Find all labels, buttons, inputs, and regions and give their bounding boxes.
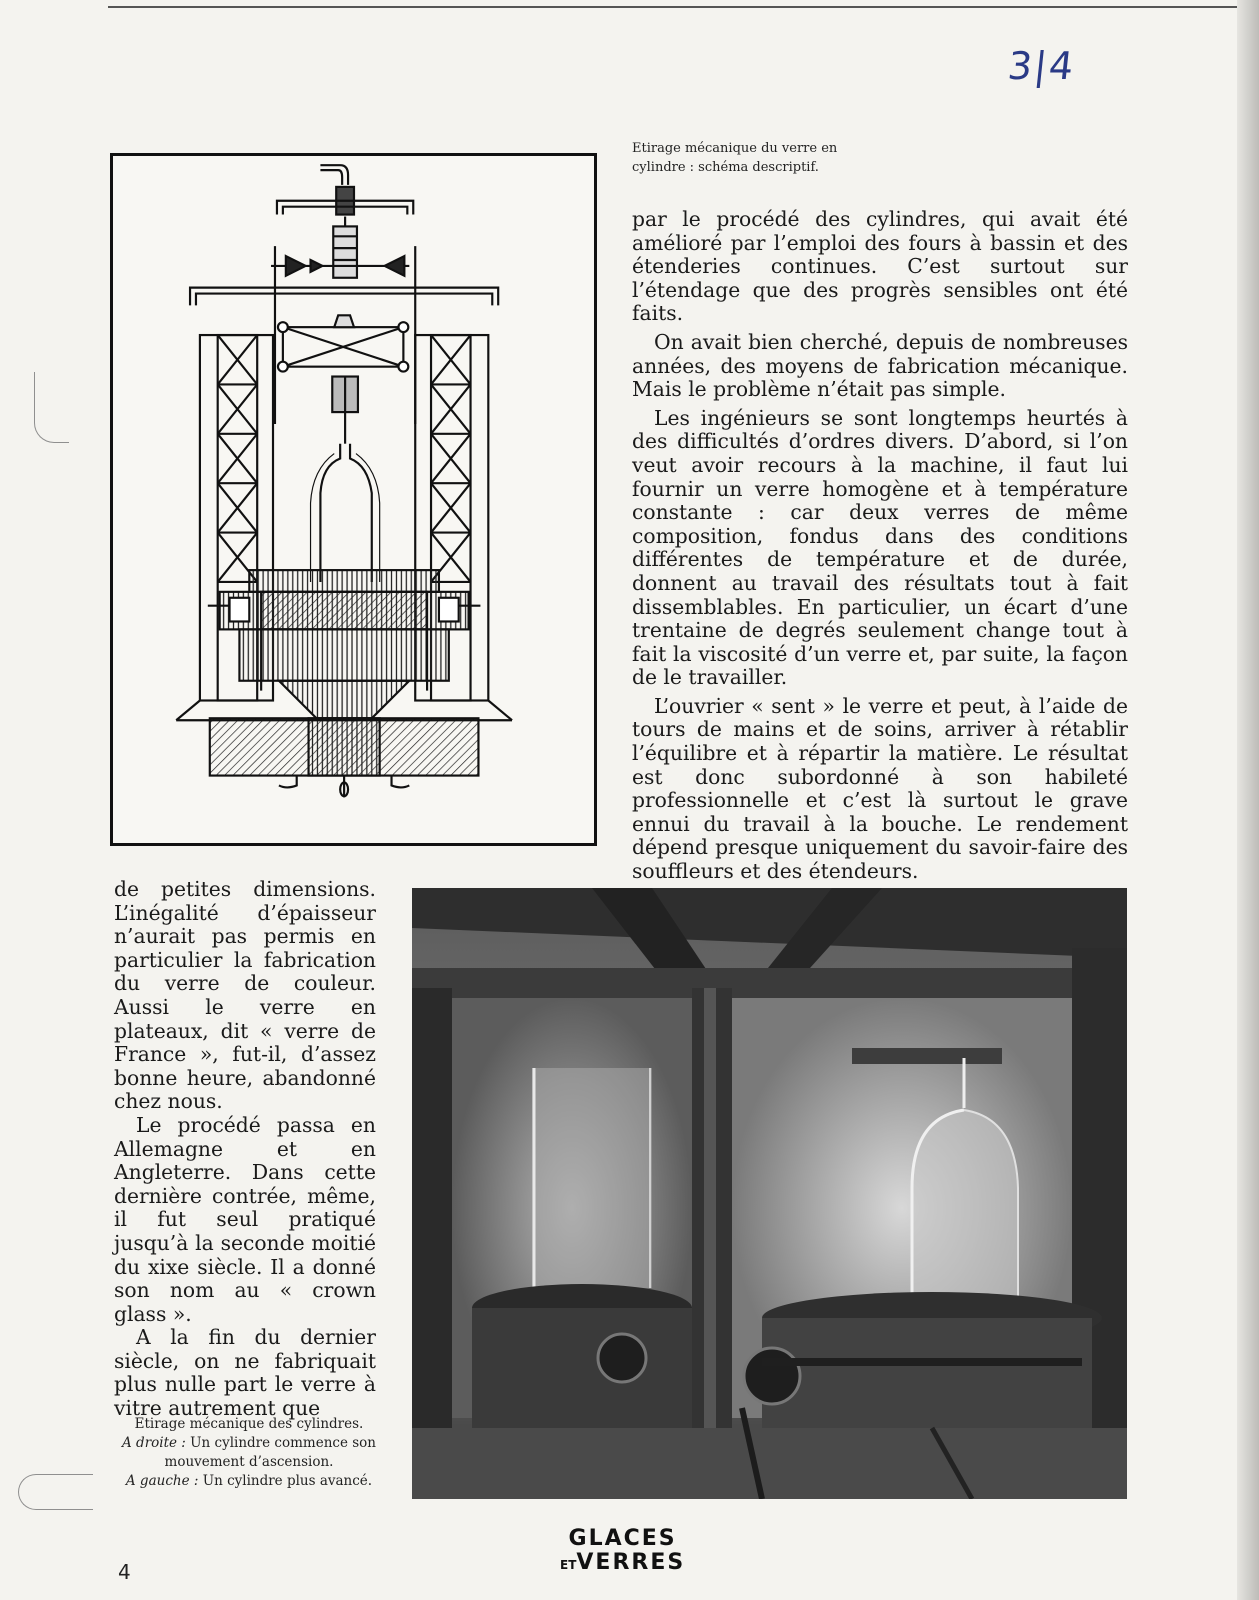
caption-text: Un cylindre plus avancé. [202,1473,373,1489]
caption-left-note [118,1472,380,1491]
margin-pencil-mark [18,1474,93,1510]
logo-et: ET [560,1558,577,1572]
cylinder-drawing-diagram [110,153,597,846]
caption-title: Etirage mécanique des cylindres. [134,1416,364,1432]
left-text-column [114,878,376,1421]
photo-svg [412,888,1127,1499]
paragraph: de petites dimensions. L’inégalité d’épaisseur n’aurait pas permis en particulier la fabrication du verre de couleur. Aussi le verre en plateaux, dit « verre de France », fut-il, d’assez bonne heure, abandonné chez nous. [114,877,376,1114]
paragraph: L’ouvrier « sent » le verre et peut, à l’aide de tours de mains et de soins, arriver à rétablir l’équilibre et à répartir la matière. Le résultat est donc subordonné à son habileté professionnelle et c’est là surtout le grave ennui du travail à la bouche. Le rendement dépend presque uniquement du savoir-faire des souffleurs et des étendeurs. [632,693,1128,884]
caption-label: A droite : [122,1435,186,1451]
caption-text: Un cylindre commence son mouvement d’ascension. [164,1435,376,1470]
caption-right-note [118,1434,380,1472]
page-number: 4 [118,1560,131,1584]
diagram-svg [113,156,594,843]
right-text-column [632,208,1128,889]
paragraph: A la fin du dernier siècle, on ne fabriquait plus nulle part le verre à vitre autrement que [114,1325,376,1421]
paragraph: par le procédé des cylindres, qui avait été amélioré par l’emploi des fours à bassin et des étenderies continues. C’est surtout sur l’étendage que des progrès sensibles ont été faits. [632,207,1128,326]
handwritten-page-note: 3|4 [1005,44,1078,88]
margin-pencil-mark [34,372,69,443]
page-top-edge [108,6,1238,8]
logo-line [560,1551,685,1577]
photo-caption [118,1415,380,1491]
caption-label: A gauche : [125,1473,199,1489]
cylinder-drawing-photo [412,888,1127,1499]
logo-line: GLACES [568,1526,677,1551]
logo-line-text: VERRES [576,1550,686,1575]
diagram-caption [632,139,892,177]
page-right-edge [1237,0,1259,1600]
paragraph: Les ingénieurs se sont longtemps heurtés à des difficultés d’ordres divers. D’abord, si l’on veut avoir recours à la machine, il faut lui fournir un verre homogène et à température constante : car deux verres de même composition, fondus dans des conditions différentes de température et de durée, donnent au travail des résultats tout à fait dissemblables. En particulier, un écart d’une trentaine de degrés seulement change tout à fait la viscosité d’un verre et, par suite, la façon de le travailler. [632,405,1128,690]
paragraph: Le procédé passa en Allemagne et en Angleterre. Dans cette dernière contrée, même, il fut seul pratiqué jusqu’à la seconde moitié du xixe siècle. Il a donné son nom au « crown glass ». [114,1112,376,1326]
caption-line: cylindre : schéma descriptif. [632,160,819,175]
magazine-logo [560,1527,685,1577]
paragraph: On avait bien cherché, depuis de nombreuses années, des moyens de fabrication mécanique. Mais le problème n’était pas simple. [632,329,1128,402]
caption-line: Etirage mécanique du verre en [632,141,838,156]
